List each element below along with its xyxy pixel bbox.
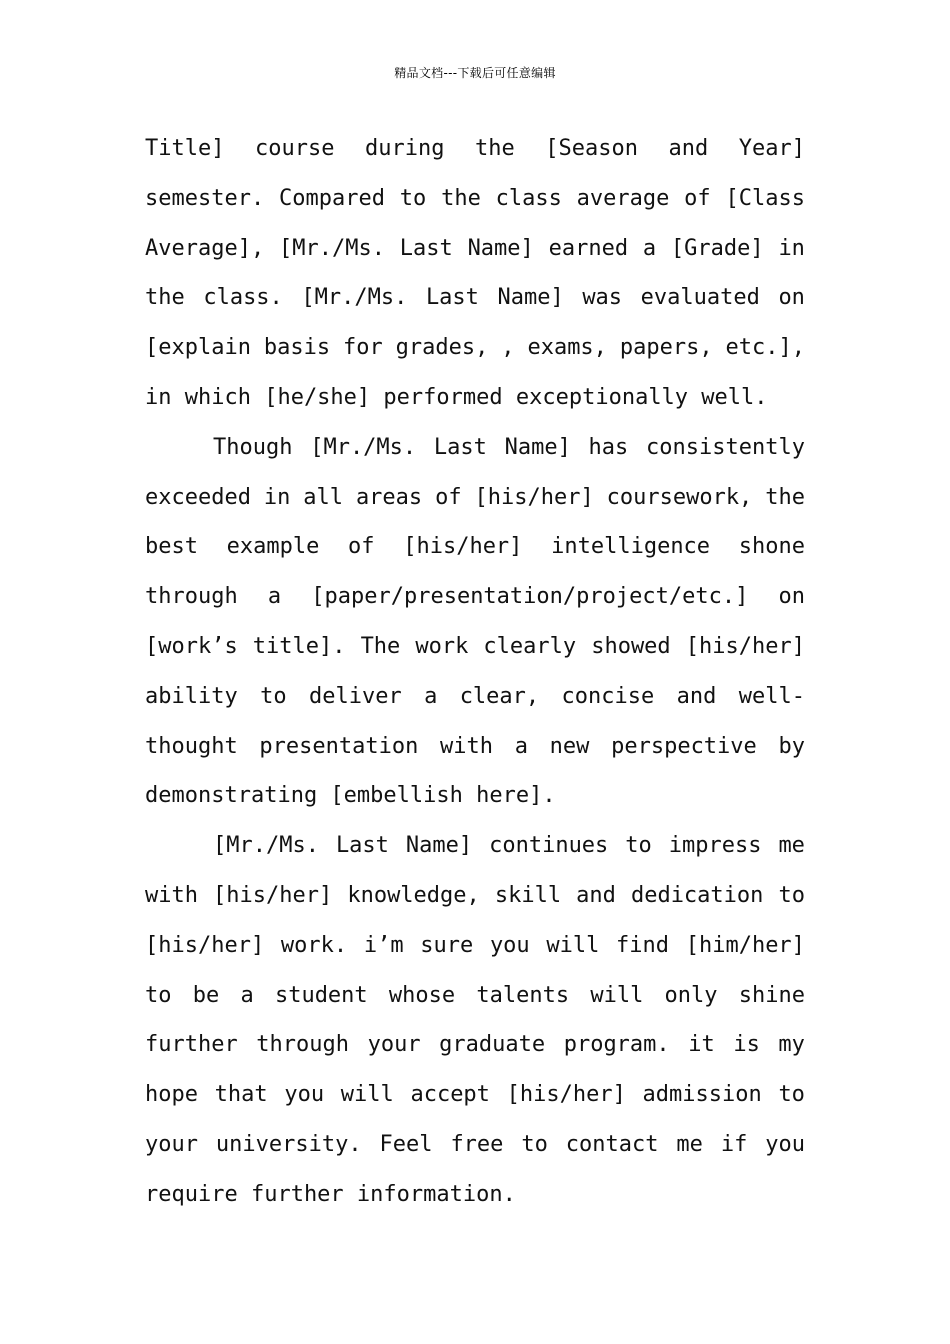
word: impress — [668, 833, 762, 859]
word: [Mr./Ms. — [310, 434, 417, 460]
text-line — [145, 323, 805, 373]
word: [Mr./Ms. — [213, 833, 319, 859]
word: well- — [738, 683, 805, 709]
word: Feel — [379, 1131, 433, 1157]
word: will — [340, 1082, 394, 1108]
word: the — [475, 136, 515, 161]
text-line — [145, 1020, 805, 1070]
word: shone — [738, 534, 805, 560]
word: talents — [476, 982, 570, 1008]
word: earned — [548, 235, 629, 261]
word: Year] — [738, 136, 805, 161]
word: me — [676, 1131, 703, 1157]
word: exceeded — [145, 484, 251, 510]
word: [Grade] — [670, 235, 764, 261]
text-line — [145, 921, 805, 971]
word: shine — [738, 982, 805, 1008]
word: and — [576, 882, 616, 908]
text-line: demonstrating [embellish here]. — [145, 783, 556, 809]
word: in — [778, 235, 805, 261]
word: to — [778, 882, 805, 908]
word: clearly — [483, 633, 577, 659]
word: to — [521, 1131, 548, 1157]
word: Last — [425, 285, 479, 311]
word: concise — [561, 683, 655, 709]
word: that — [214, 1082, 268, 1108]
word: class — [495, 185, 562, 211]
word: find — [616, 932, 670, 958]
word: Last — [399, 235, 453, 261]
word: during — [365, 136, 445, 161]
text-line — [145, 522, 805, 572]
word: Name] — [467, 235, 534, 261]
word: deliver — [308, 683, 402, 709]
page-header: 精品文档---下载后可任意编辑 — [394, 66, 556, 80]
word: exams, — [527, 335, 607, 361]
word: sure — [420, 932, 474, 958]
word: [explain — [145, 335, 251, 361]
word: intelligence — [551, 534, 711, 560]
word: your — [145, 1131, 198, 1157]
word: i’m — [363, 932, 404, 958]
word: [paper/presentation/project/etc.] — [311, 584, 749, 610]
word: Name] — [504, 434, 571, 460]
word: hope — [145, 1082, 198, 1108]
word: a — [267, 584, 282, 610]
word: admission — [642, 1082, 762, 1108]
word: me — [778, 833, 805, 859]
word: [Mr./Ms. — [301, 285, 408, 311]
text-line — [145, 224, 805, 274]
word: Average], — [145, 235, 265, 261]
word: a — [642, 235, 657, 261]
word: through — [256, 1032, 350, 1058]
word: [Season — [545, 136, 638, 161]
word: average — [576, 185, 670, 211]
word: with — [145, 882, 198, 908]
text-line — [145, 821, 805, 871]
word: grades, — [395, 335, 489, 361]
word: etc.], — [725, 335, 805, 361]
word: on — [778, 584, 805, 610]
text-line — [145, 174, 805, 224]
word: of — [684, 185, 711, 211]
word: to — [625, 833, 652, 859]
word: dedication — [630, 882, 764, 908]
text-line — [145, 273, 805, 323]
word: course — [255, 136, 335, 161]
word: evaluated — [640, 285, 760, 311]
word: you — [284, 1082, 325, 1108]
word: all — [303, 484, 344, 510]
word: program. — [563, 1032, 670, 1058]
word: if — [720, 1131, 748, 1157]
word: papers, — [619, 335, 713, 361]
word: ability — [145, 683, 238, 709]
word: a — [424, 683, 438, 709]
word: title]. — [252, 633, 346, 659]
word: graduate — [439, 1032, 546, 1058]
word: knowledge, — [347, 882, 480, 908]
word: basis — [263, 335, 331, 361]
word: the — [145, 285, 185, 311]
word: has — [588, 434, 629, 460]
word: skill — [494, 882, 562, 908]
word: work. — [280, 932, 348, 958]
word: student — [274, 982, 368, 1008]
word: further — [145, 1032, 238, 1058]
word: of — [348, 534, 375, 560]
word: and — [668, 136, 709, 161]
word: work — [415, 633, 469, 659]
text-line — [145, 572, 805, 622]
word: showed — [591, 633, 671, 659]
word: you — [765, 1131, 805, 1157]
word: a — [240, 982, 254, 1008]
word: [Mr./Ms. — [279, 235, 385, 261]
word: continues — [489, 833, 609, 859]
word: [his/her] — [403, 534, 523, 560]
word: [his/her] — [213, 882, 333, 908]
word: of — [435, 484, 462, 510]
word: [his/her] — [685, 633, 805, 659]
word: example — [226, 534, 320, 560]
word: the — [441, 185, 481, 211]
document-body — [145, 124, 805, 1220]
word: my — [778, 1032, 805, 1058]
word: you — [489, 932, 530, 958]
word: Last — [433, 434, 487, 460]
word: and — [676, 683, 717, 709]
word: Name] — [405, 833, 473, 859]
word: [his/her] — [474, 484, 594, 510]
text-line — [145, 722, 805, 772]
word: is — [733, 1032, 760, 1058]
word: new — [549, 733, 590, 759]
word: semester. — [145, 185, 265, 211]
word: [him/her] — [685, 932, 805, 958]
word: Though — [213, 434, 293, 460]
word: consistently — [646, 434, 805, 460]
word: accept — [410, 1082, 490, 1108]
word: through — [145, 584, 238, 610]
word: university. — [215, 1131, 362, 1157]
text-line: require further information. — [145, 1181, 516, 1207]
word: only — [664, 982, 718, 1008]
word: to — [778, 1082, 805, 1108]
word: areas — [355, 484, 423, 510]
word: [his/her] — [145, 932, 265, 958]
word: it — [688, 1032, 715, 1058]
text-line — [145, 871, 805, 921]
word: clear, — [459, 683, 540, 709]
text-line — [145, 124, 805, 174]
word: best — [145, 534, 198, 560]
word: whose — [388, 982, 456, 1008]
word: to — [145, 982, 172, 1008]
word: to — [399, 185, 427, 211]
text-line: in which [he/she] performed exceptionally well. — [145, 384, 768, 410]
text-line — [145, 473, 805, 523]
word: Compared — [279, 185, 385, 211]
word: , — [501, 335, 515, 361]
word: [his/her] — [506, 1082, 626, 1108]
word: in — [263, 484, 291, 510]
text-line — [145, 971, 805, 1021]
word: coursework, — [606, 484, 753, 510]
word: perspective — [611, 733, 757, 759]
word: on — [778, 285, 805, 311]
word: thought — [145, 733, 238, 759]
word: be — [192, 982, 220, 1008]
word: [work’s — [145, 633, 238, 659]
text-line — [145, 1070, 805, 1120]
word: Title] — [145, 136, 225, 161]
word: presentation — [259, 733, 419, 759]
word: by — [778, 733, 805, 759]
text-line — [145, 622, 805, 672]
word: your — [367, 1032, 421, 1058]
word: will — [590, 982, 644, 1008]
word: Name] — [497, 285, 564, 311]
word: contact — [565, 1131, 659, 1157]
text-line — [145, 423, 805, 473]
word: the — [765, 484, 805, 510]
word: Last — [335, 833, 389, 859]
text-line — [145, 1120, 805, 1170]
word: a — [514, 733, 528, 759]
word: for — [343, 335, 383, 361]
word: was — [582, 285, 623, 311]
word: will — [546, 932, 600, 958]
word: class. — [203, 285, 283, 311]
word: free — [450, 1131, 504, 1157]
word: [Class — [725, 185, 805, 211]
word: The — [360, 633, 401, 659]
text-line — [145, 672, 805, 722]
word: with — [440, 733, 494, 759]
word: to — [260, 683, 287, 709]
